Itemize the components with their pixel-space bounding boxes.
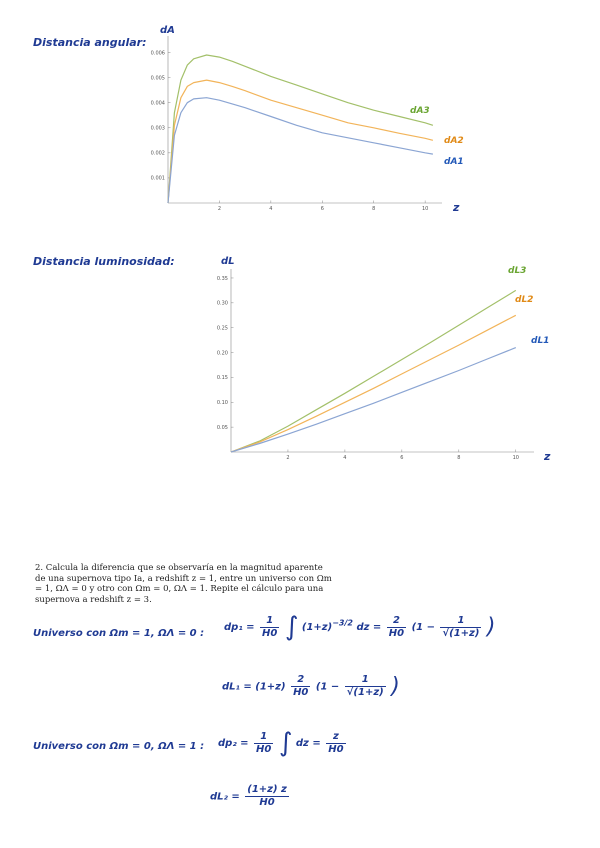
integrand: (1+z): [301, 622, 333, 633]
series-label-dA2: dA2: [444, 136, 464, 146]
x-tick-label: 10: [421, 206, 429, 212]
y-axis-label: dL: [221, 256, 235, 267]
y-tick-label: 0.10: [216, 400, 228, 407]
case2-label: Universo con Ωm = 0, ΩΛ = 1 :: [33, 741, 205, 752]
x-tick-label: 6: [400, 455, 404, 461]
dp1-equation: [224, 612, 496, 642]
x-axis-label: z: [544, 450, 551, 463]
y-tick-label: 0.001: [150, 175, 165, 182]
two-over-h0-b: $\frac{2}{H0}$: [293, 674, 309, 698]
case1-label: Universo con Ωm = 1, ΩΛ = 0 :: [33, 628, 205, 639]
one-over-sqrt-b: $\frac{1}{√(1+z)}$: [346, 674, 384, 698]
x-tick-label: 8: [372, 206, 376, 212]
series-label-dA1: dA1: [444, 157, 464, 167]
series-line-dA3: [168, 55, 433, 203]
dl2-equation: [210, 784, 291, 809]
one-over-h0-c: $\frac{1}{H0}$: [256, 730, 272, 755]
series-label-dL2: dL2: [515, 295, 534, 305]
x-axis-label: z: [453, 201, 460, 214]
y-tick-label: 0.35: [216, 275, 228, 282]
y-tick-label: 0.25: [216, 325, 228, 332]
x-tick-label: 10: [512, 455, 519, 461]
y-tick-label: 0.30: [216, 300, 228, 307]
y-tick-label: 0.05: [216, 424, 228, 431]
x-tick-label: 2: [217, 206, 222, 212]
y-tick-label: 0.002: [150, 150, 165, 157]
integral-sign-2: ∫: [278, 728, 293, 758]
one-over-sqrt: $\frac{1}{√(1+z)}$: [442, 614, 480, 639]
x-tick-label: 4: [343, 455, 347, 461]
dl1-lhs: dL₁ =: [222, 681, 252, 693]
luminosity-distance-heading: Distancia luminosidad:: [33, 255, 175, 268]
dl2-fraction: $\frac{(1+z) z}{H0}$: [247, 784, 287, 808]
series-label-dL1: dL1: [531, 336, 550, 346]
dp2-equation: [218, 728, 348, 758]
one-plus-z: (1+z): [255, 681, 286, 693]
z-over-h0: $\frac{z}{H0}$: [328, 730, 344, 755]
series-line-dA1: [168, 98, 433, 203]
one-over-h0: $\frac{1}{H0}$: [262, 614, 278, 639]
dp1-lhs: dp₁ =: [224, 622, 255, 633]
angular-distance-heading: Distancia angular:: [33, 36, 147, 49]
problem-statement: [35, 563, 335, 605]
dz2: dz =: [295, 738, 321, 749]
y-tick-label: 0.20: [216, 350, 228, 357]
x-tick-label: 2: [286, 455, 290, 461]
series-label-dL3: dL3: [508, 266, 527, 276]
paren-open: (1 −: [411, 622, 435, 633]
integral-sign: ∫: [284, 612, 299, 642]
paren-close: ): [486, 614, 496, 640]
y-tick-label: 0.003: [150, 125, 165, 132]
two-over-h0: $\frac{2}{H0}$: [388, 614, 405, 639]
chart-2: [217, 256, 551, 463]
series-line-dL2: [231, 315, 516, 452]
x-tick-label: 4: [269, 206, 273, 212]
dl1-equation: [222, 674, 400, 699]
y-tick-label: 0.004: [150, 100, 165, 107]
series-label-dA3: dA3: [410, 106, 430, 116]
y-tick-label: 0.005: [150, 75, 165, 82]
y-tick-label: 0.006: [150, 50, 165, 57]
series-line-dL3: [231, 290, 516, 452]
dz: dz =: [356, 622, 382, 633]
problem-text: 2. Calcula la diferencia que se observaría en la magnitud aparente de una supernova tipo Ia, a redshift z = 1, entre un universo con Ωm = 1, ΩΛ = 0 y otro con Ωm = 0, ΩΛ = 1. Repite el cálculo para una supernova a redshift z = 3.: [35, 563, 332, 605]
exponent: −3/2: [332, 618, 353, 628]
x-tick-label: 8: [457, 455, 461, 461]
chart-1: [151, 25, 464, 214]
x-tick-label: 6: [320, 206, 324, 212]
paren-close-b: ): [391, 674, 400, 699]
y-tick-label: 0.15: [216, 375, 228, 382]
dp2-lhs: dp₂ =: [218, 738, 249, 749]
dl2-lhs: dL₂ =: [210, 791, 240, 803]
series-line-dA2: [168, 80, 433, 203]
y-axis-label: dA: [160, 25, 175, 36]
paren-open-b: (1 −: [315, 681, 340, 693]
